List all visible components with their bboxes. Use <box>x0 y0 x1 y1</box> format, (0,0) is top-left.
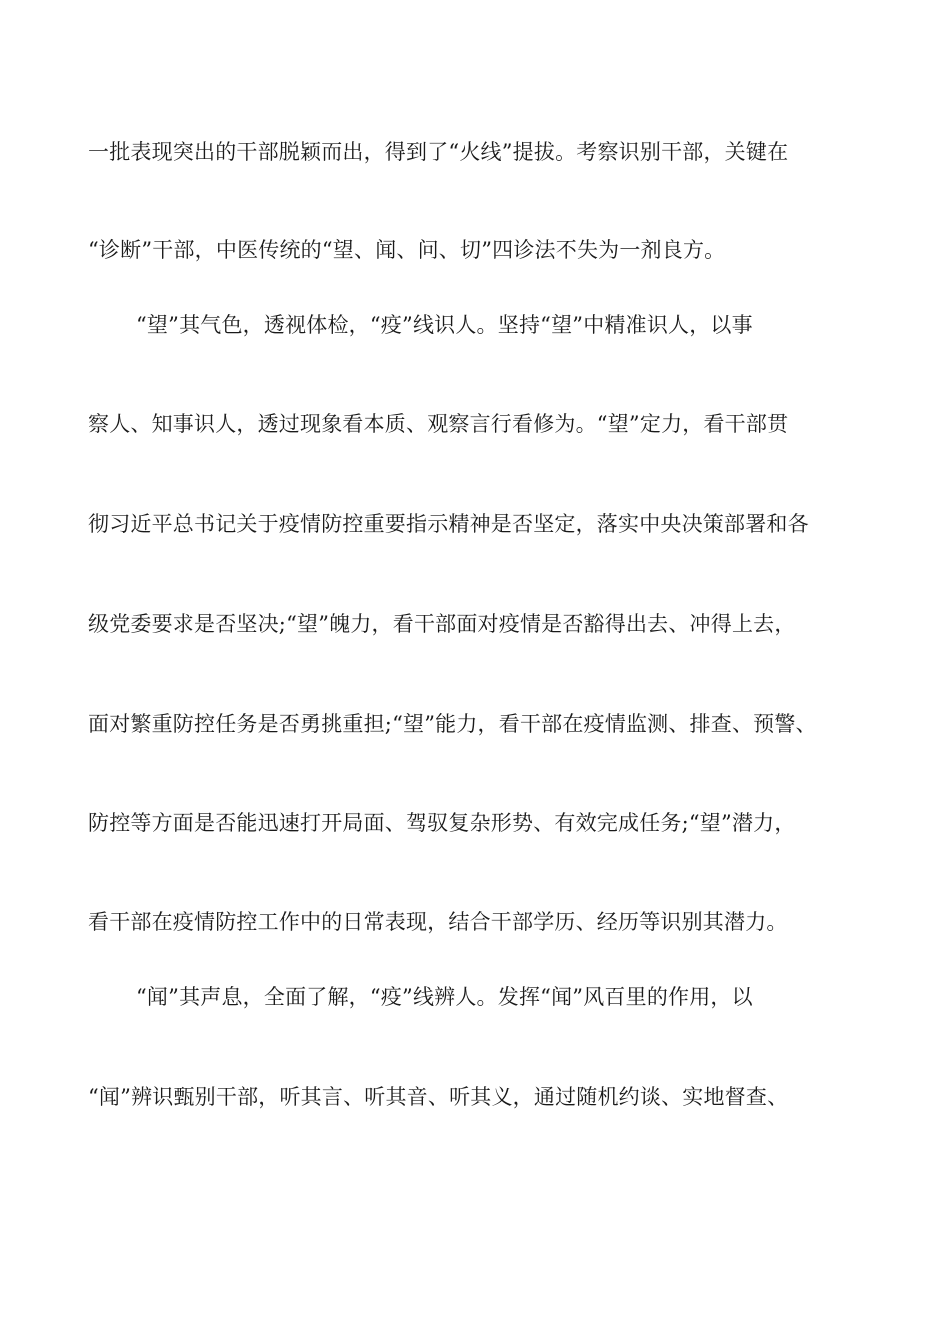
text-line-5: 彻习近平总书记关于疫情防控重要指示精神是否坚定，落实中央决策部署和各 <box>88 512 809 536</box>
text-line-4: 察人、知事识人，透过现象看本质、观察言行看修为。“望”定力，看干部贯 <box>88 412 789 436</box>
text-line-6: 级党委要求是否坚决;“望”魄力，看干部面对疫情是否豁得出去、冲得上去， <box>88 612 796 636</box>
paragraph-start-line-10: “闻”其声息，全面了解，“疫”线辨人。发挥“闻”风百里的作用，以 <box>136 985 753 1009</box>
text-line-7: 面对繁重防控任务是否勇挑重担;“望”能力，看干部在疫情监测、排查、预警、 <box>88 712 817 736</box>
paragraph-start-line-3: “望”其气色，透视体检，“疫”线识人。坚持“望”中精准识人，以事 <box>136 313 753 337</box>
text-line-11: “闻”辨识甄别干部，听其言、听其音、听其义，通过随机约谈、实地督查、 <box>88 1085 789 1109</box>
text-line-1: 一批表现突出的干部脱颖而出，得到了“火线”提拔。考察识别干部，关键在 <box>88 140 789 164</box>
text-line-2: “诊断”干部，中医传统的“望、闻、问、切”四诊法不失为一剂良方。 <box>88 238 726 262</box>
text-line-9: 看干部在疫情防控工作中的日常表现，结合干部学历、经历等识别其潜力。 <box>88 910 788 934</box>
text-line-8: 防控等方面是否能迅速打开局面、驾驭复杂形势、有效完成任务;“望”潜力， <box>88 811 796 835</box>
